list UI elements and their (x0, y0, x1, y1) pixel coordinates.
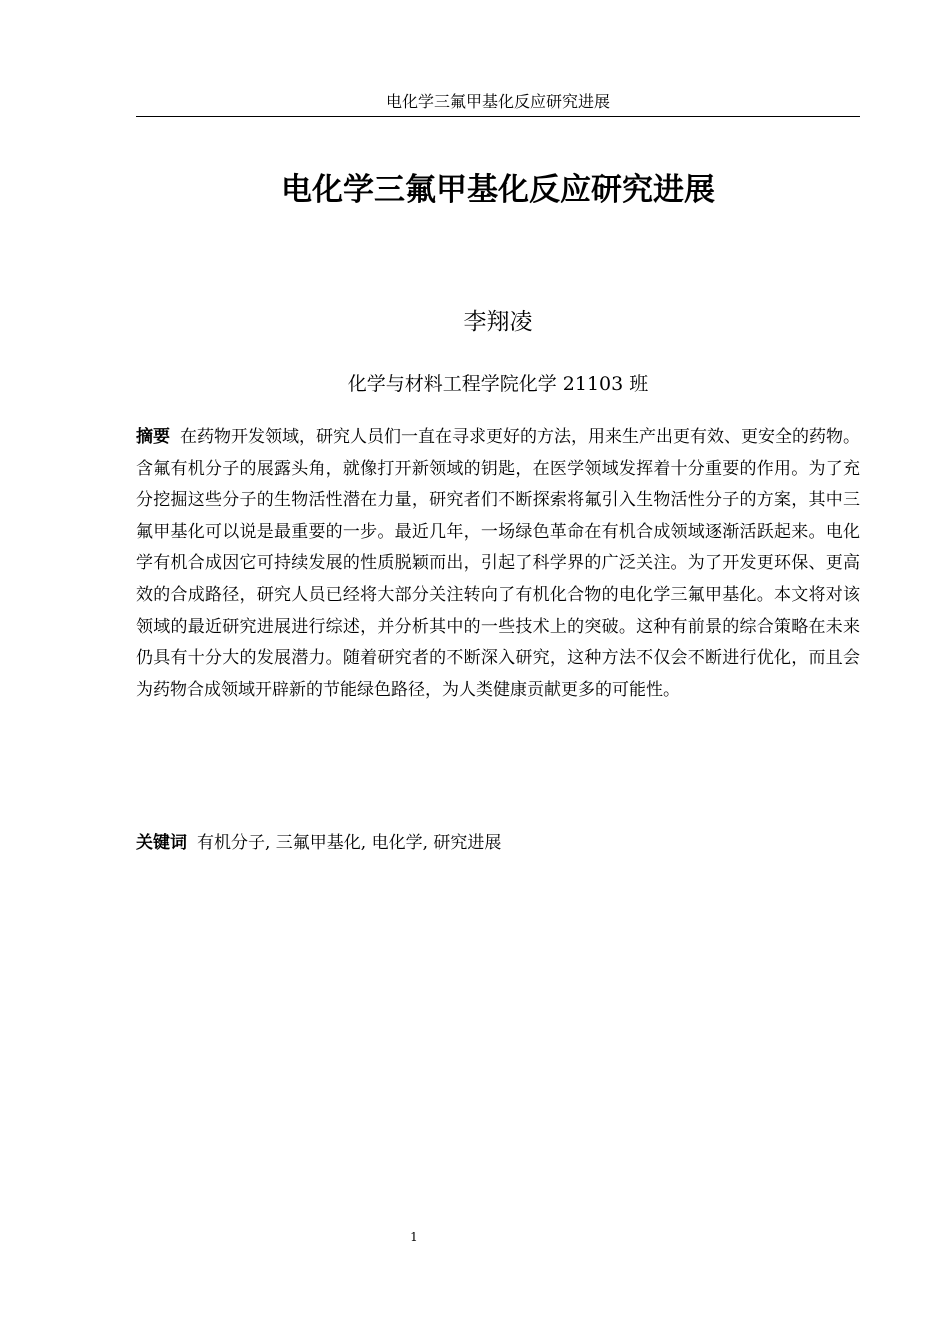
abstract-label: 摘要 (136, 427, 170, 447)
abstract-text: 在药物开发领域，研究人员们一直在寻求更好的方法，用来生产出更有效、更安全的药物。含氟有机分子的展露头角，就像打开新领域的钥匙，在医学领域发挥着十分重要的作用。为了充分挖掘这些分子的生物活性潜在力量，研究者们不断探索将氟引入生物活性分子的方案，其中三氟甲基化可以说是最重要的一步。最近几年，一场绿色革命在有机合成领域逐渐活跃起来。电化学有机合成因它可持续发展的性质脱颖而出，引起了科学界的广泛关注。为了开发更环保、更高效的合成路径，研究人员已经将大部分关注转向了有机化合物的电化学三氟甲基化。本文将对该领域的最近研究进展进行综述，并分析其中的一些技术上的突破。这种有前景的综合策略在未来仍具有十分大的发展潜力。随着研究者的不断深入研究，这种方法不仅会不断进行优化，而且会为药物合成领域开辟新的节能绿色路径，为人类健康贡献更多的可能性。 (136, 427, 860, 700)
paper-title: 电化学三氟甲基化反应研究进展 (281, 172, 715, 208)
keywords-text: 有机分子, 三氟甲基化, 电化学, 研究进展 (197, 833, 502, 853)
keywords-label: 关键词 (136, 833, 187, 853)
running-header: 电化学三氟甲基化反应研究进展 (136, 90, 860, 117)
keywords (136, 828, 860, 859)
author-name: 李翔凌 (463, 309, 533, 335)
page-number: 1 (410, 1230, 418, 1244)
abstract (136, 422, 860, 706)
author-affiliation: 化学与材料工程学院化学 21103 班 (347, 373, 649, 395)
